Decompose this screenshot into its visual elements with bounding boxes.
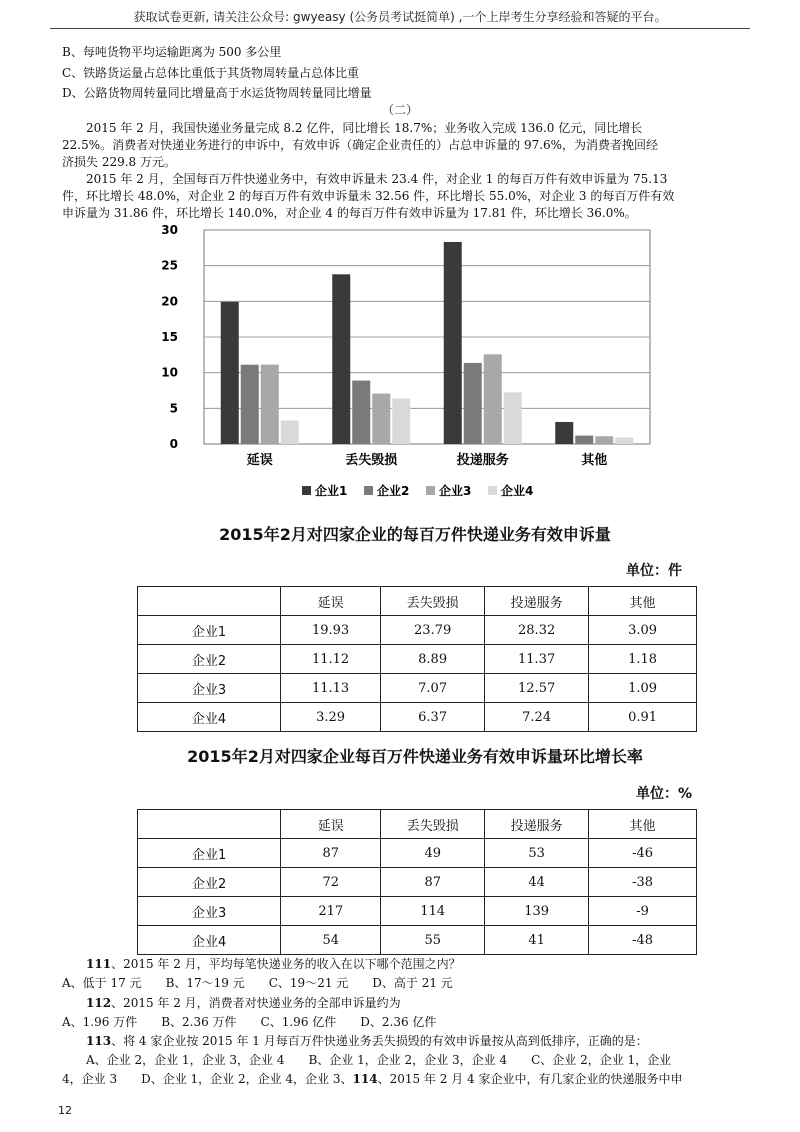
- table-cell: 企业1: [138, 616, 281, 645]
- y-tick-label: 5: [169, 401, 178, 416]
- y-tick-label: 0: [169, 437, 178, 451]
- paragraph-2-line-2: 件，环比增长 48.0%，对企业 2 的每百万件有效申诉量未 32.56 件，环比增长 55.0%，对企业 3 的每百万件有效: [62, 189, 675, 203]
- table-cell: -48: [589, 926, 697, 955]
- bar-企业4-丢失毁损: [392, 399, 410, 444]
- table-cell: 8.89: [381, 645, 485, 674]
- table-row: [138, 839, 697, 868]
- table-cell: 72: [281, 868, 381, 897]
- table-cell: 44: [485, 868, 589, 897]
- table2-header-cell: 延误: [281, 810, 381, 839]
- bar-chart-svg: [160, 222, 680, 512]
- question-113-number: 113: [86, 1034, 112, 1048]
- x-tick-label: 延误: [246, 453, 273, 468]
- question-111: [86, 955, 461, 972]
- table-2-unit: 单位：%: [636, 786, 693, 802]
- table-cell: 53: [485, 839, 589, 868]
- table-cell: 11.12: [281, 645, 381, 674]
- question-114-number: 114: [352, 1072, 378, 1086]
- bar-企业3-延误: [261, 365, 279, 444]
- bar-企业3-其他: [595, 436, 613, 444]
- table-cell: 0.91: [589, 703, 697, 732]
- table-cell: -46: [589, 839, 697, 868]
- table-cell: 企业2: [138, 868, 281, 897]
- table-cell: 1.09: [589, 674, 697, 703]
- table2-header-cell: [138, 810, 281, 839]
- table-1-title: 2015年2月对四家企业的每百万件快递业务有效申诉量: [219, 525, 611, 544]
- table-row: [138, 645, 697, 674]
- legend-label: 企业4: [501, 484, 534, 498]
- paragraph-1-line-3: 济损失 229.8 万元。: [62, 155, 176, 169]
- bar-企业2-其他: [575, 436, 593, 444]
- bar-企业3-投递服务: [484, 354, 502, 444]
- table-1: [137, 586, 697, 732]
- table-cell: 1.18: [589, 645, 697, 674]
- table-2: [137, 809, 697, 955]
- legend-swatch: [302, 486, 311, 495]
- table-cell: 7.07: [381, 674, 485, 703]
- legend-label: 企业1: [315, 484, 348, 498]
- table2-header-row: [138, 810, 697, 839]
- bar-企业4-其他: [615, 438, 633, 444]
- table1-header-cell: 其他: [589, 587, 697, 616]
- table-cell: 87: [281, 839, 381, 868]
- table-cell: 6.37: [381, 703, 485, 732]
- paragraph-2-line-1: 2015 年 2 月，全国每百万件快递业务中，有效申诉量未 23.4 件，对企业 1 的每百万件有效申诉量为 75.13: [86, 172, 668, 186]
- y-tick-label: 30: [161, 223, 178, 237]
- table-cell: 企业3: [138, 897, 281, 926]
- table-cell: 12.57: [485, 674, 589, 703]
- section-label: （二）: [381, 103, 418, 117]
- paragraph-2-line-3: 申诉量为 31.86 件，环比增长 140.0%，对企业 4 的每百万件有效申诉量为 17.81 件，环比增长 36.0%。: [62, 206, 637, 220]
- bar-企业2-丢失毁损: [352, 381, 370, 444]
- table-cell: 54: [281, 926, 381, 955]
- y-tick-label: 25: [161, 258, 178, 273]
- question-111-number: 111: [86, 957, 112, 971]
- table-row: [138, 926, 697, 955]
- legend-swatch: [488, 486, 497, 495]
- bar-企业1-投递服务: [444, 242, 462, 444]
- table-cell: 49: [381, 839, 485, 868]
- table-cell: 55: [381, 926, 485, 955]
- table-cell: 19.93: [281, 616, 381, 645]
- legend-swatch: [364, 486, 373, 495]
- legend-label: 企业2: [377, 484, 410, 498]
- table-cell: 11.37: [485, 645, 589, 674]
- option-b-line: B、每吨货物平均运输距离为 500 多公里: [62, 45, 282, 59]
- question-114-text: 、2015 年 2 月 4 家企业中，有几家企业的快递服务中申: [377, 1072, 683, 1086]
- x-tick-label: 投递服务: [456, 453, 509, 468]
- table-cell: 3.29: [281, 703, 381, 732]
- y-tick-label: 10: [161, 365, 178, 380]
- table1-header-cell: [138, 587, 281, 616]
- table2-header-cell: 投递服务: [485, 810, 589, 839]
- table-2-title: 2015年2月对四家企业每百万件快递业务有效申诉量环比增长率: [187, 747, 643, 766]
- table-1-unit: 单位：件: [626, 563, 682, 579]
- table-cell: 企业3: [138, 674, 281, 703]
- table-cell: 3.09: [589, 616, 697, 645]
- bar-企业3-丢失毁损: [372, 394, 390, 444]
- table-cell: 企业4: [138, 926, 281, 955]
- question-111-text: 、2015 年 2 月，平均每笔快递业务的收入在以下哪个范围之内？: [111, 957, 461, 971]
- legend-swatch: [426, 486, 435, 495]
- table-row: [138, 616, 697, 645]
- question-111-options: A、低于 17 元 B、17～19 元 C、19～21 元 D、高于 21 元: [62, 976, 453, 990]
- question-113-options-line-2-text: 4，企业 3 D、企业 1，企业 2，企业 4，企业 3、: [62, 1072, 353, 1086]
- x-tick-label: 丢失毁损: [345, 453, 398, 468]
- table1-header-cell: 投递服务: [485, 587, 589, 616]
- table1-header-cell: 延误: [281, 587, 381, 616]
- table1-header-cell: 丢失毁损: [381, 587, 485, 616]
- table-cell: 11.13: [281, 674, 381, 703]
- table-cell: 23.79: [381, 616, 485, 645]
- bar-企业1-延误: [221, 302, 239, 444]
- table-cell: 企业1: [138, 839, 281, 868]
- bar-企业4-投递服务: [504, 392, 522, 444]
- question-112-number: 112: [86, 996, 112, 1010]
- question-113-options-line-2: [62, 1070, 682, 1087]
- question-112-text: 、2015 年 2 月，消费者对快递业务的全部申诉量约为: [111, 996, 401, 1010]
- header-rule: [50, 28, 750, 29]
- table-cell: 217: [281, 897, 381, 926]
- paragraph-1-line-2: 22.5%。消费者对快递业务进行的申诉中，有效申诉（确定企业责任的）占总申诉量的 97.6%，为消费者挽回经: [62, 138, 659, 152]
- table-row: [138, 868, 697, 897]
- table-cell: 87: [381, 868, 485, 897]
- table-cell: 企业2: [138, 645, 281, 674]
- bar-企业4-延误: [281, 421, 299, 444]
- bar-chart: [160, 222, 680, 512]
- y-tick-label: 20: [161, 294, 178, 309]
- legend-label: 企业3: [439, 484, 472, 498]
- y-tick-label: 15: [161, 330, 178, 344]
- table2-header-cell: 丢失毁损: [381, 810, 485, 839]
- table-row: [138, 897, 697, 926]
- page-header: 获取试卷更新, 请关注公众号: gwyeasy (公务员考试挺简单) ,一个上岸考生分享经验和答疑的平台。: [133, 10, 667, 24]
- table-cell: 7.24: [485, 703, 589, 732]
- table-cell: 企业4: [138, 703, 281, 732]
- table-cell: 114: [381, 897, 485, 926]
- question-113-options-line-1: A、企业 2，企业 1，企业 3，企业 4 B、企业 1，企业 2，企业 3，企业 4 C、企业 2，企业 1，企业: [86, 1053, 672, 1067]
- question-112-options: A、1.96 万件 B、2.36 万件 C、1.96 亿件 D、2.36 亿件: [62, 1015, 437, 1029]
- bar-企业2-延误: [241, 365, 259, 444]
- table-cell: 41: [485, 926, 589, 955]
- table-cell: 28.32: [485, 616, 589, 645]
- question-113-text: 、将 4 家企业按 2015 年 1 月每百万件快递业务丢失损毁的有效申诉量按从高到低排序，正确的是：: [111, 1034, 648, 1048]
- question-113: [86, 1032, 648, 1049]
- x-tick-label: 其他: [581, 453, 608, 468]
- option-d-line: D、公路货物周转量同比增量高于水运货物周转量同比增量: [62, 86, 372, 100]
- table-cell: -38: [589, 868, 697, 897]
- bar-企业1-丢失毁损: [332, 274, 350, 444]
- page-number: 12: [58, 1104, 72, 1117]
- option-c-line: C、铁路货运量占总体比重低于其货物周转量占总体比重: [62, 66, 360, 80]
- bar-企业1-其他: [555, 422, 573, 444]
- table-cell: -9: [589, 897, 697, 926]
- question-112: [86, 994, 401, 1011]
- table1-header-row: [138, 587, 697, 616]
- table2-header-cell: 其他: [589, 810, 697, 839]
- table-row: [138, 703, 697, 732]
- bar-企业2-投递服务: [464, 363, 482, 444]
- table-cell: 139: [485, 897, 589, 926]
- table-row: [138, 674, 697, 703]
- paragraph-1-line-1: 2015 年 2 月，我国快递业务量完成 8.2 亿件，同比增长 18.7%；业务收入完成 136.0 亿元，同比增长: [86, 121, 643, 135]
